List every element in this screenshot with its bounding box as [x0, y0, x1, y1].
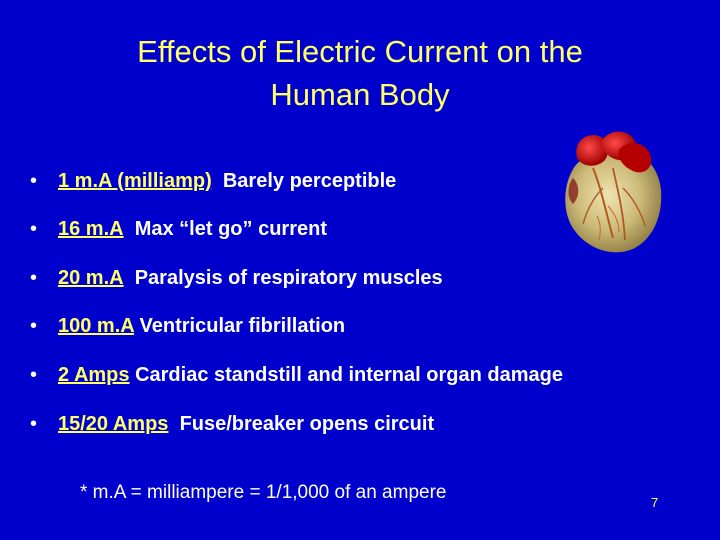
bullet-marker: •	[30, 170, 38, 192]
bullet-key: 20 m.A	[58, 267, 124, 289]
bullet-marker: •	[30, 315, 38, 337]
bullet-marker: •	[30, 364, 38, 386]
bullet-description: Fuse/breaker opens circuit	[179, 413, 435, 435]
bullet-key: 16 m.A	[58, 218, 124, 240]
bullet-item-100ma	[30, 315, 345, 338]
bullet-description: Barely perceptible	[222, 170, 397, 192]
bullet-description: Cardiac standstill and internal organ damage	[135, 364, 563, 386]
bullet-item-20ma	[30, 267, 443, 290]
bullet-key: 100 m.A	[58, 315, 134, 337]
bullet-description: Max “let go” current	[134, 218, 327, 240]
bullet-marker: •	[30, 218, 38, 240]
slide-title-line-1: Effects of Electric Current on the	[137, 34, 583, 69]
bullet-marker: •	[30, 267, 38, 289]
bullet-item-15-20amps	[30, 413, 434, 436]
bullet-item-1ma	[30, 170, 396, 193]
footnote: * m.A = milliampere = 1/1,000 of an ampere	[80, 482, 447, 503]
bullet-key: 1 m.A (milliamp)	[58, 170, 212, 192]
slide-title-line-2: Human Body	[270, 77, 450, 112]
slide-title	[40, 30, 680, 116]
bullet-item-16ma	[30, 218, 327, 241]
bullet-description: Ventricular fibrillation	[139, 315, 346, 337]
heart-illustration	[553, 128, 669, 258]
bullet-key: 2 Amps	[58, 364, 130, 386]
bullet-description: Paralysis of respiratory muscles	[134, 267, 443, 289]
bullet-item-2amps	[30, 364, 563, 387]
bullet-key: 15/20 Amps	[58, 413, 169, 435]
bullet-marker: •	[30, 413, 38, 435]
page-number: 7	[651, 495, 659, 510]
